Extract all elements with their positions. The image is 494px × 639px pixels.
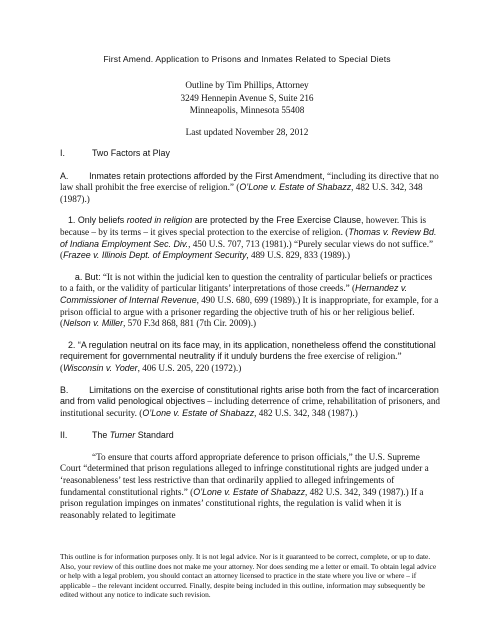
citation-detail: , 490 U.S. 680, 699 (1989).) It is inappropriate, for example, for a prison official to argue with a prisoner regarding the objective truth of his or her religious belief. (: [60, 294, 439, 329]
paragraph-a1: [60, 215, 440, 261]
section-number: I.: [60, 148, 65, 158]
citation-detail: , 482 U.S. 342, 348 (1987).): [60, 182, 423, 204]
paragraph-text-continued: , 482 U.S. 342, 349 (1987).) If a prison regulation impinges on inmates’ constitutional rights, the regulation is valid when it is reasonably related to legitimate: [60, 486, 424, 520]
section-title-pre: The: [92, 430, 110, 441]
paragraph-lead: Limitations on the exercise of constitutional rights arise both from the fact of incarceration and from valid penological objectives: [60, 384, 439, 407]
paragraph-turner: [60, 452, 440, 522]
paragraph-lead: Inmates retain protections afforded by the First Amendment,: [89, 170, 325, 181]
section-heading-2: [60, 430, 440, 442]
paragraph-text: “It is not within the judicial ken to question the centrality of particular beliefs or practices to a faith, or the validity of particular litigants’ interpretations of those creeds.” (: [60, 271, 433, 294]
paragraph-text: – including deterrence of crime, rehabilitation of prisoners, and institutional security. (: [60, 396, 441, 418]
paragraph-text: the free exercise of religion.” (: [60, 351, 402, 373]
paragraph-text: “including its directive that no law shall prohibit the free exercise of religion.” (: [60, 170, 439, 193]
citation-detail: , 489 U.S. 829, 833 (1989).): [246, 250, 351, 261]
paragraph-lead: a. But:: [74, 271, 101, 282]
case-citation: Hernandez v. Commissioner of Internal Revenue: [60, 283, 408, 305]
case-citation: Thomas v. Review Bd. of Indiana Employment Sec. Div.: [60, 226, 437, 249]
address-line-2: Minneapolis, Minnesota 55408: [189, 105, 305, 116]
citation-detail: , 570 F.3d 868, 881 (7th Cir. 2009).): [123, 318, 257, 329]
section-number: II.: [60, 430, 68, 441]
address-line-1: 3249 Hennepin Avenue S, Suite 216: [180, 92, 314, 103]
paragraph-lead: 1. Only beliefs: [68, 215, 127, 226]
paragraph-emphasis: rooted in religion: [126, 215, 193, 226]
author-block: [0, 79, 494, 117]
section-heading-1: [60, 148, 440, 160]
paragraph-a2: [60, 340, 440, 375]
paragraph-b: [60, 385, 440, 420]
paragraph-a: [60, 171, 440, 206]
citation-detail: , 482 U.S. 342, 348 (1987).): [254, 407, 358, 418]
paragraph-text: “To ensure that courts afford appropriate deference to prison officials,” the U.S. Supreme Court “determined that prison regulations alleged to infringe constitutional rights are judged under a ‘reasonableness’ test less restrictive than that ordinarily applied to alleged infringements of fundamental constitutional rights.” (: [60, 451, 429, 497]
section-title: Two Factors at Play: [92, 148, 170, 158]
citation-detail: , 406 U.S. 205, 220 (1972).): [137, 362, 242, 373]
citation-detail: , 450 U.S. 707, 713 (1981).) “Purely secular views do not suffice.” (: [60, 238, 434, 261]
paragraph-text: however. This is because – by its terms – it gives special protection to the exercise of religion. (: [60, 215, 427, 237]
paragraph-lead: 2. “A regulation neutral on its face may, in its application, nonetheless offend the constitutional requirement for governmental neutrality if it unduly burdens: [60, 339, 436, 362]
case-citation: O’Lone v. Estate of Shabazz: [142, 407, 255, 418]
paragraph-label: B.: [60, 384, 69, 395]
paragraph-label: A.: [60, 170, 69, 181]
section-title-emphasis: Turner: [109, 430, 136, 441]
case-citation: Frazee v. Illinois Dept. of Employment Security: [63, 250, 247, 261]
disclaimer-footer: This outline is for information purposes only. It is not legal advice. Nor is it guaranteed to be correct, complete, or up to date. Also, your review of this outline does not make me your attorney. Nor does sending me a letter or email. To obtain legal advice or help with a legal problem, you should contact an attorney licensed to practice in the state where you live or where – if applicable – the relevant incident occurred. Finally, despite being included in this outline, information may subsequently be edited without any notice to indicate such revision.: [60, 552, 437, 600]
last-updated: Last updated November 28, 2012: [185, 127, 309, 137]
author-line: Outline by Tim Phillips, Attorney: [185, 80, 309, 90]
document-body: [60, 148, 440, 521]
case-citation: Nelson v. Miller: [63, 318, 124, 329]
paragraph-a1a: [60, 272, 440, 330]
case-citation: Wisconsin v. Yoder: [63, 362, 138, 373]
document-title: First Amend. Application to Prisons and Inmates Related to Special Diets: [103, 54, 391, 64]
section-title-post: Standard: [135, 430, 174, 441]
case-citation: O’Lone v. Estate of Shabazz: [193, 486, 306, 497]
paragraph-lead-end: are protected by the Free Exercise Clause,: [192, 215, 364, 226]
case-citation: O’Lone v. Estate of Shabazz: [239, 182, 352, 193]
